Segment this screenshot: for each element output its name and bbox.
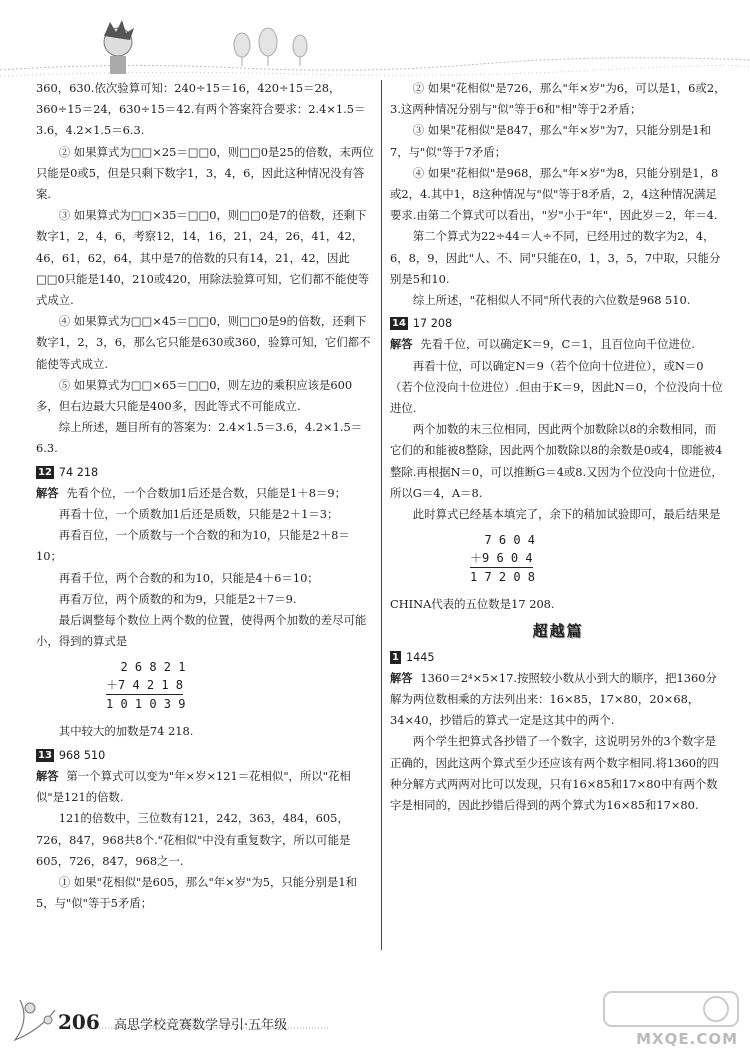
paragraph [390, 731, 726, 816]
paragraph [36, 721, 374, 742]
paragraph [390, 419, 726, 504]
question-number-badge: 12 [38, 466, 52, 478]
question-answer: 1445 [405, 650, 435, 664]
paragraph-text: 综上所述，题目所有的答案为：2.4×1.5＝3.6，4.2×1.5＝6.3. [36, 420, 363, 456]
paragraph-text: ① 如果"花相似"是605，那么"年×岁"为5，只能分别是1和5，与"似"等于5矛盾； [36, 874, 357, 911]
calc-row: 7 6 0 4 [470, 533, 536, 548]
paragraph [36, 205, 374, 311]
paragraph-text: 再看万位，两个质数的和为9，只能是2＋7＝9. [58, 591, 297, 606]
vertical-calculation [390, 531, 726, 586]
paragraph-text: ② 如果"花相似"是726，那么"年×岁"为6，可以是1，6或2，3.这两种情况分别与"似"等于6和"相"等于2矛盾； [390, 81, 726, 117]
paragraph [390, 356, 726, 420]
left-column [36, 78, 374, 914]
paragraph [36, 504, 374, 525]
paragraph-text: ② 如果算式为□□×25＝□□0，则□□0是25的倍数，末两位只能是0或5，但是只剩下数字1，3，4，6，因此这种情况没有答案. [36, 144, 374, 202]
paragraph-text: 先看千位，可以确定K＝9，C＝1，且百位向千位进位. [420, 337, 695, 352]
book-title: 高思学校竞赛数学导引·五年级 [114, 1018, 288, 1033]
question-header [390, 647, 726, 668]
vertical-calculation [36, 658, 374, 713]
calc-row: ＋9 6 0 4 [470, 549, 533, 568]
paragraph-text: CHINA代表的五位数是17 208. [390, 597, 555, 612]
answer-label: 解答 [36, 769, 59, 783]
question-header [36, 745, 374, 766]
paragraph [36, 375, 374, 417]
right-column [390, 78, 726, 816]
paragraph-text: ③ 如果"花相似"是847，那么"年×岁"为7，只能分别是1和7，与"似"等于7矛盾； [390, 123, 711, 159]
section-title: 超越篇 [532, 622, 584, 641]
paragraph [36, 417, 374, 459]
paragraph [390, 504, 726, 525]
paragraph-text: 两个学生把算式各抄错了一个数字，这说明另外的3个数字是正确的，因此这两个算式至少还应该有两个数字相同.将1360的四种分解方式两两对比可以发现，只有16×85和17×80中有两个数字是相同的，因此抄错后得到的两个算式为16×85和17×80. [390, 734, 719, 813]
scenery-illustration [0, 20, 750, 76]
answer-label: 解答 [390, 338, 413, 352]
paragraph [390, 78, 726, 120]
question-number-badge: 13 [38, 749, 52, 761]
question-answer: 17 208 [412, 317, 453, 331]
calc-row: ＋7 4 2 1 8 [106, 676, 183, 695]
paragraph [36, 610, 374, 652]
question-header [390, 313, 726, 334]
paragraph-text: 再看十位，可以确定N＝9（若个位向十位进位），或N＝0（若个位没向十位进位）.但由于K＝9，因此N＝0，个位没向十位进位. [390, 358, 723, 416]
paragraph [390, 163, 726, 227]
paragraph-text: 第一个算式可以变为"年×岁×121＝花相似"，所以"花相似"是121的倍数. [36, 768, 351, 805]
question-answer: 968 510 [58, 748, 106, 762]
paragraph [36, 568, 374, 589]
paragraph [390, 594, 726, 615]
paragraph-text: 最后调整每个数位上两个数的位置，使得两个加数的差尽可能小，得到的算式是 [36, 613, 367, 649]
paragraph [36, 142, 374, 206]
watermark-text: MXQE.COM [636, 1030, 738, 1048]
paragraph [390, 226, 726, 290]
answer-label: 解答 [390, 671, 413, 685]
paragraph [36, 525, 374, 567]
question-header [36, 462, 374, 483]
paragraph [390, 334, 726, 355]
paragraph-text: ③ 如果算式为□□×35＝□□0，则□□0是7的倍数，还剩下数字1，2，4，6，考察12，14，16，21，24，26，41，42，46，61，62，64，其中是7的倍数的只有14，21，42，因此□□0只能是140，210或420，用除法验算可知，它们都不能使等式成立. [36, 208, 370, 308]
paragraph-text: 再看百位，一个质数与一个合数的和为10，只能是2＋8＝10； [36, 528, 350, 564]
paragraph-text: 121的倍数中，三位数有121，242，363，484，605，726，847，968共8个."花相似"中没有重复数字，所以可能是605，726，847，968之一. [36, 811, 351, 868]
question-answer: 74 218 [58, 465, 99, 479]
paragraph-text: 其中较大的加数是74 218. [58, 724, 194, 739]
paragraph-text: ④ 如果"花相似"是968，那么"年×岁"为8，只能分别是1，8或2，4.其中1，8这种情况与"似"等于8矛盾，2，4这种情况满足要求.由第二个算式可以看出，"岁"小于"年"，因此岁＝2，年＝4. [390, 165, 719, 223]
paragraph-text: 两个加数的末三位相同，因此两个加数除以8的余数相同，而它们的和能被8整除，因此两个加数除以8的余数是0或4，即能被4整除.再根据N＝0，可以推断G＝4或8.又因为个位没向十位进位，所以G＝4，A＝8. [390, 422, 723, 500]
answer-label: 解答 [36, 486, 59, 500]
paragraph-text: 综上所述，"花相似人不同"所代表的六位数是968 510. [412, 293, 691, 308]
paragraph-text: 第二个算式为22÷44＝人÷不同，已经用过的数字为2，4，6，8，9，因此"人、不、同"只能在0，1，3，5，7中取，只能分别是5和10. [390, 229, 721, 286]
paragraph [36, 872, 374, 914]
paragraph [36, 808, 374, 872]
paragraph-text: 再看十位，一个质数加1后还是质数，只能是2＋1＝3； [58, 507, 339, 522]
paragraph-text: ⑤ 如果算式为□□×65＝□□0，则左边的乘积应该是600多，但右边最大只能是400多，因此等式不可能成立. [36, 377, 353, 414]
paragraph-text: 再看千位，两个合数的和为10，只能是4＋6＝10； [58, 570, 319, 585]
paragraph-text: ④ 如果算式为□□×45＝□□0，则□□0是9的倍数，还剩下数字1，2，3，6，那么它只能是630或360，验算可知，它们都不能使等式成立. [36, 314, 371, 371]
paragraph [36, 311, 374, 375]
paragraph-text: 此时算式已经基本填完了，余下的稍加试验即可，最后结果是 [412, 507, 721, 522]
paragraph [36, 589, 374, 610]
paragraph [390, 290, 726, 311]
paragraph [390, 668, 726, 732]
paragraph-text: 360，630.依次验算可知：240÷15＝16，420÷15＝28，360÷15＝24，630÷15＝42.有两个答案符合要求：2.4×1.5＝3.6，4.2×1.5＝6.3. [36, 81, 366, 138]
paragraph [390, 120, 726, 162]
calc-row: 2 6 8 2 1 [106, 660, 186, 675]
question-number-badge: 1 [392, 651, 399, 663]
paragraph [36, 766, 374, 808]
column-divider [381, 80, 382, 950]
question-number-badge: 14 [392, 318, 406, 330]
paragraph-text: 1360＝2⁴×5×17.按照较小数从小到大的顺序，把1360分解为两位数相乘的方法列出来：16×85，17×80，20×68，34×40，抄错后的算式一定是这其中的两个. [390, 670, 717, 728]
calc-row: 1 7 2 0 8 [470, 570, 536, 585]
paragraph [36, 78, 374, 142]
paragraph-text: 先看个位，一个合数加1后还是合数，只能是1＋8＝9； [66, 485, 346, 500]
page-number: 206 [58, 1010, 100, 1034]
calc-row: 1 0 1 0 3 9 [106, 697, 186, 712]
paragraph [36, 483, 374, 504]
